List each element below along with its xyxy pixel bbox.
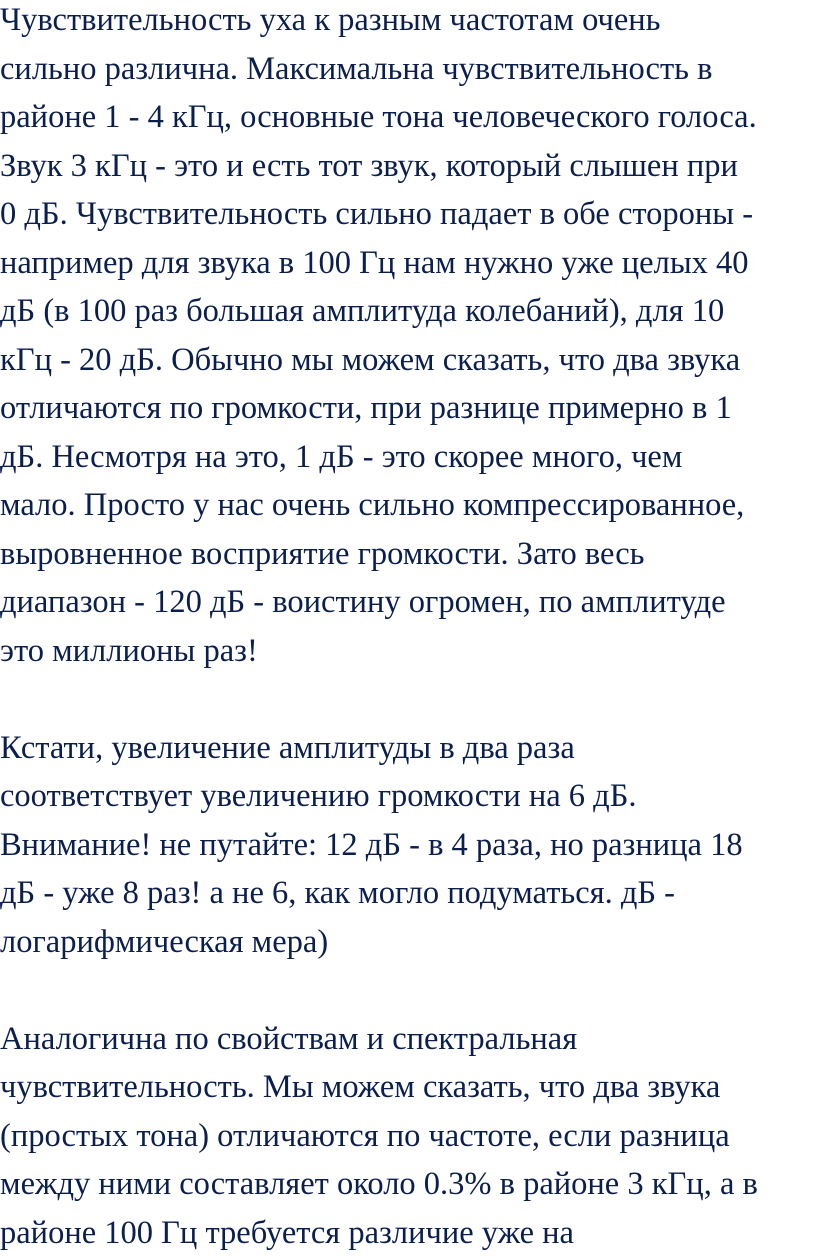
paragraph-spectral-sensitivity <box>0 1015 816 1257</box>
text-line: Чувствительность уха к разным частотам очень <box>0 0 816 45</box>
paragraph-spacer <box>0 966 816 1015</box>
text-line: между ними составляет около 0.3% в районе 3 кГц, а в <box>0 1160 816 1209</box>
text-line: мало. Просто у нас очень сильно компрессированное, <box>0 481 816 530</box>
text-line: диапазон - 120 дБ - воистину огромен, по амплитуде <box>0 578 816 627</box>
text-line: 0 дБ. Чувствительность сильно падает в обе стороны - <box>0 190 816 239</box>
text-line: Внимание! не путайте: 12 дБ - в 4 раза, но разница 18 <box>0 821 816 870</box>
text-line: выровненное восприятие громкости. Зато весь <box>0 530 816 579</box>
text-line: Звук 3 кГц - это и есть тот звук, который слышен при <box>0 142 816 191</box>
text-line: кГц - 20 дБ. Обычно мы можем сказать, что два звука <box>0 336 816 385</box>
text-line: Кстати, увеличение амплитуды в два раза <box>0 724 816 773</box>
text-line: это миллионы раз! <box>0 627 816 676</box>
text-line: например для звука в 100 Гц нам нужно уже целых 40 <box>0 239 816 288</box>
text-line: районе 100 Гц требуется различие уже на <box>0 1209 816 1257</box>
text-line: соответствует увеличению громкости на 6 дБ. <box>0 772 816 821</box>
text-line: сильно различна. Максимальна чувствительность в <box>0 45 816 94</box>
text-line: районе 1 - 4 кГц, основные тона человеческого голоса. <box>0 93 816 142</box>
text-line: (простых тона) отличаются по частоте, если разница <box>0 1112 816 1161</box>
paragraph-spacer <box>0 675 816 724</box>
text-line: отличаются по громкости, при разнице примерно в 1 <box>0 384 816 433</box>
text-line: логарифмическая мера) <box>0 918 816 967</box>
text-line: дБ (в 100 раз большая амплитуда колебаний), для 10 <box>0 287 816 336</box>
text-line: чувствительность. Мы можем сказать, что два звука <box>0 1063 816 1112</box>
text-line: Аналогична по свойствам и спектральная <box>0 1015 816 1064</box>
text-line: дБ. Несмотря на это, 1 дБ - это скорее много, чем <box>0 433 816 482</box>
paragraph-amplitude-db <box>0 724 816 967</box>
text-line: дБ - уже 8 раз! а не 6, как могло подуматься. дБ - <box>0 869 816 918</box>
